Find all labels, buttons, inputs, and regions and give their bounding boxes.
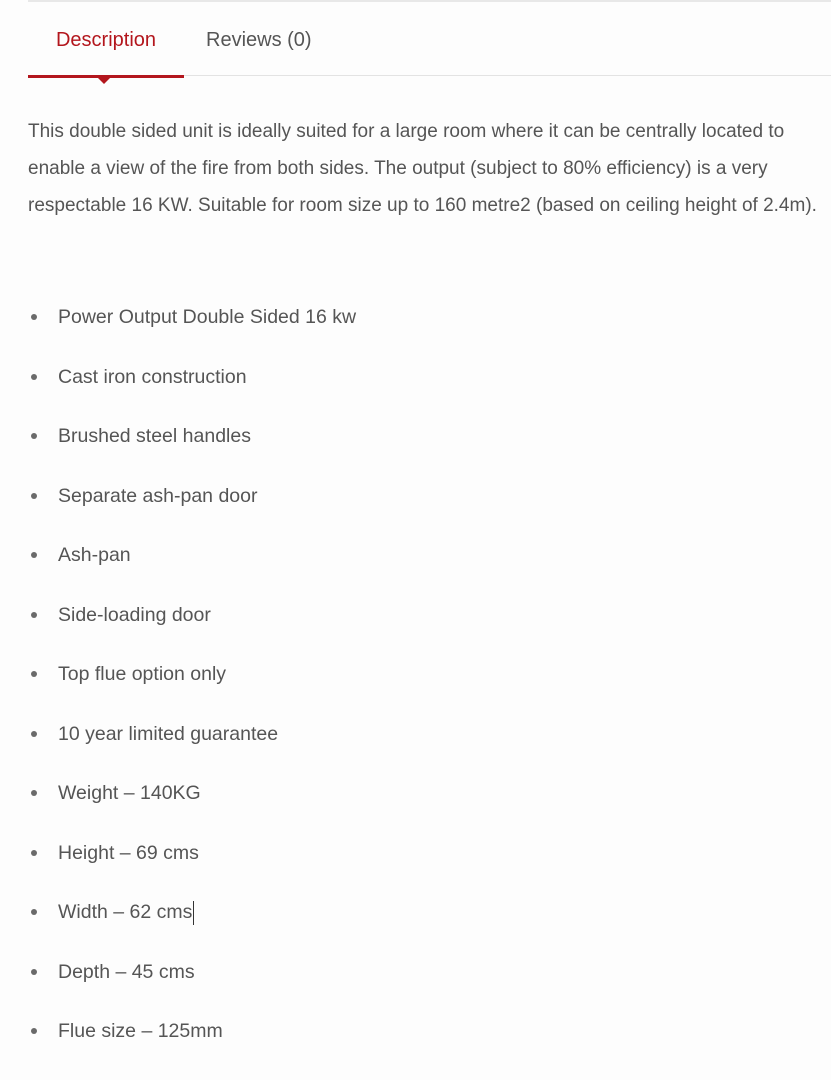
feature-text: Width – 62 cms (58, 901, 193, 923)
list-item (28, 764, 356, 824)
bullet-icon (31, 552, 37, 558)
active-tab-pointer-icon (98, 78, 110, 84)
bullet-icon (31, 850, 37, 856)
feature-text: Weight – 140KG (58, 782, 201, 804)
bullet-icon (31, 909, 37, 915)
bullet-icon (31, 1028, 37, 1034)
bullet-icon (31, 314, 37, 320)
feature-text: Height – 69 cms (58, 841, 199, 864)
text-cursor (193, 901, 194, 925)
list-item (28, 824, 356, 884)
feature-text: Side-loading door (58, 603, 211, 626)
list-item (28, 705, 356, 765)
list-item (28, 586, 356, 646)
list-item (28, 1002, 356, 1062)
feature-text: Depth – 45 cms (58, 960, 195, 983)
feature-text: 10 year limited guarantee (58, 722, 279, 745)
bullet-icon (31, 731, 37, 737)
list-item (28, 467, 356, 527)
feature-text: Cast iron construction (58, 365, 247, 388)
feature-text: Flue size – 125mm (58, 1020, 223, 1042)
list-item (28, 645, 356, 705)
feature-list (28, 288, 356, 1062)
list-item (28, 883, 356, 943)
feature-text: Power Output Double Sided 16 kw (58, 306, 357, 328)
tab-reviews[interactable]: Reviews (0) (206, 29, 312, 51)
product-description: This double sided unit is ideally suited for a large room where it can be centrally located to enable a view of the fire from both sides. The output (subject to 80% efficiency) is a very respectable 16 KW. Suitable for room size up to 160 metre2 (based on ceiling height of 2.4m). (28, 121, 817, 216)
bullet-icon (31, 374, 37, 380)
feature-text: Ash-pan (58, 544, 131, 566)
list-item (28, 943, 356, 1003)
bullet-icon (31, 433, 37, 439)
feature-text: Separate ash-pan door (58, 484, 258, 507)
bullet-icon (31, 612, 37, 618)
feature-text: Brushed steel handles (58, 425, 251, 447)
bullet-icon (31, 790, 37, 796)
feature-text: Top flue option only (58, 663, 227, 685)
list-item (28, 288, 356, 348)
tab-description[interactable]: Description (55, 29, 157, 51)
list-item (28, 348, 356, 408)
bullet-icon (31, 969, 37, 975)
product-tabs (28, 0, 831, 78)
list-item (28, 407, 356, 467)
list-item (28, 526, 356, 586)
bullet-icon (31, 493, 37, 499)
bullet-icon (31, 671, 37, 677)
